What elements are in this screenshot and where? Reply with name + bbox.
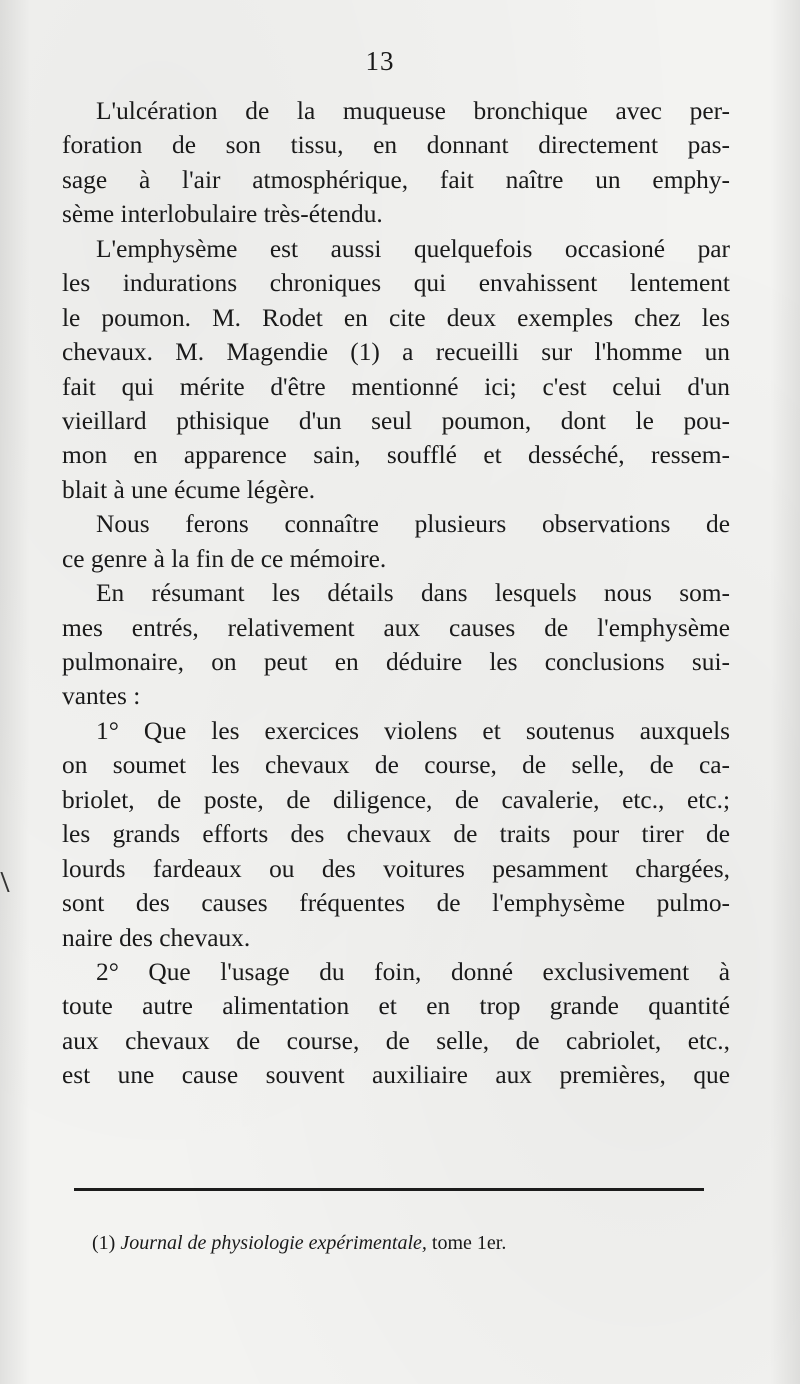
margin-mark: [0, 872, 15, 892]
text-line: vieillard pthisique d'un seul poumon, dont le pou-: [62, 406, 730, 435]
page-number: 13: [365, 46, 395, 76]
footnote: [92, 1232, 712, 1255]
text-line: sème interlobulaire très-étendu.: [62, 200, 383, 229]
text-line: 1° Que les exercices violens et soutenus auxquels: [96, 716, 730, 745]
text-line: toute autre alimentation et en trop grande quantité: [62, 992, 730, 1021]
text-line: L'emphysème est aussi quelquefois occasioné par: [96, 234, 730, 263]
text-line: naire des chevaux.: [62, 923, 251, 952]
footnote-journal-title: Journal de physiologie expérimentale,: [120, 1232, 427, 1254]
body-text: [62, 94, 730, 1093]
text-line: le poumon. M. Rodet en cite deux exemples chez les: [62, 303, 730, 332]
text-line: ce genre à la fin de ce mémoire.: [62, 544, 387, 573]
text-line: 2° Que l'usage du foin, donné exclusivement à: [96, 957, 730, 986]
text-line: les grands efforts des chevaux de traits pour tirer de: [62, 820, 730, 849]
text-line: vantes :: [62, 682, 141, 711]
text-line: fait qui mérite d'être mentionné ici; c'est celui d'un: [62, 372, 730, 401]
text-line: sont des causes fréquentes de l'emphysème pulmo-: [62, 889, 730, 918]
footnote-volume: tome 1er.: [431, 1232, 507, 1254]
text-line: est une cause souvent auxiliaire aux premières, que: [62, 1061, 730, 1090]
text-line: foration de son tissu, en donnant directement pas-: [62, 131, 730, 160]
text-line: aux chevaux de course, de selle, de cabriolet, etc.,: [62, 1026, 730, 1055]
text-line: pulmonaire, on peut en déduire les conclusions sui-: [62, 648, 730, 676]
text-line: chevaux. M. Magendie (1) a recueilli sur l'homme un: [62, 338, 730, 367]
text-line: lourds fardeaux ou des voitures pesamment chargées,: [62, 854, 730, 883]
text-line: blait à une écume légère.: [62, 475, 316, 504]
text-line: briolet, de poste, de diligence, de cavalerie, etc., etc.;: [62, 785, 730, 814]
text-line: L'ulcération de la muqueuse bronchique avec per-: [96, 97, 730, 125]
footnote-rule: [74, 1188, 704, 1191]
text-line: mes entrés, relativement aux causes de l'emphysème: [62, 613, 730, 642]
text-line: mon en apparence sain, soufflé et desséché, ressem-: [62, 441, 730, 470]
footnote-marker: (1): [92, 1232, 116, 1254]
text-line: sage à l'air atmosphérique, fait naître un emphy-: [62, 165, 730, 194]
text-line: on soumet les chevaux de course, de selle, de ca-: [62, 751, 730, 780]
text-line: Nous ferons connaître plusieurs observations de: [96, 510, 730, 539]
text-line: En résumant les détails dans lesquels nous som-: [96, 579, 730, 608]
text-line: les indurations chroniques qui envahissent lentement: [62, 269, 730, 298]
